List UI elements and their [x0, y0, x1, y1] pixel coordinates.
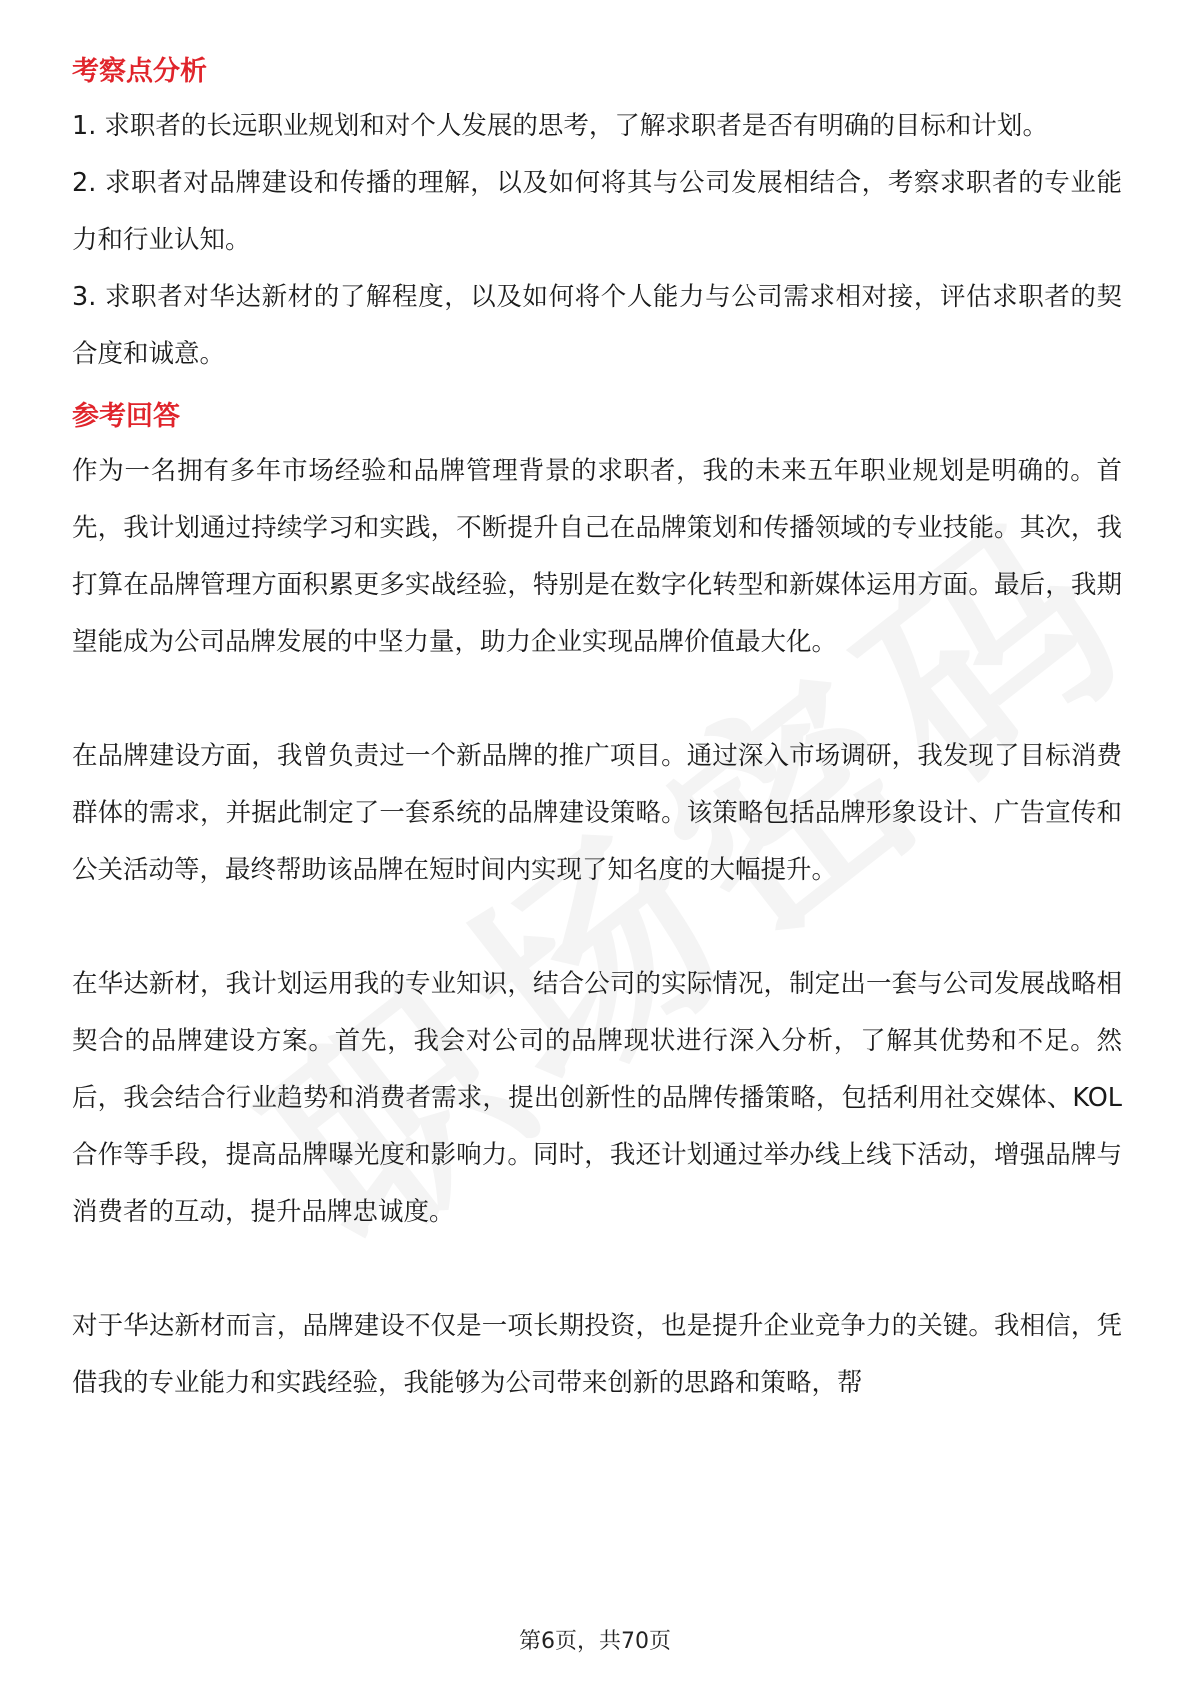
- analysis-item-3: 3. 求职者对华达新材的了解程度，以及如何将个人能力与公司需求相对接，评估求职者的契合度和诚意。: [72, 282, 1122, 369]
- answer-paragraph-2: 在品牌建设方面，我曾负责过一个新品牌的推广项目。通过深入市场调研，我发现了目标消费群体的需求，并据此制定了一套系统的品牌建设策略。该策略包括品牌形象设计、广告宣传和公关活动等，最终帮助该品牌在短时间内实现了知名度的大幅提升。: [72, 741, 1122, 885]
- answer-paragraph-4: 对于华达新材而言，品牌建设不仅是一项长期投资，也是提升企业竞争力的关键。我相信，凭借我的专业能力和实践经验，我能够为公司带来创新的思路和策略，帮: [72, 1311, 1122, 1398]
- page-content: [72, 46, 1122, 1412]
- analysis-title: 考察点分析: [72, 56, 207, 87]
- analysis-item-2: 2. 求职者对品牌建设和传播的理解，以及如何将其与公司发展相结合，考察求职者的专业能力和行业认知。: [72, 168, 1122, 255]
- page-number: 第6页，共70页: [519, 1629, 671, 1654]
- analysis-item-1: 1. 求职者的长远职业规划和对个人发展的思考，了解求职者是否有明确的目标和计划。: [72, 111, 1048, 141]
- answer-title: 参考回答: [72, 401, 180, 432]
- answer-paragraph-1: 作为一名拥有多年市场经验和品牌管理背景的求职者，我的未来五年职业规划是明确的。首先，我计划通过持续学习和实践，不断提升自己在品牌策划和传播领域的专业技能。其次，我打算在品牌管理方面积累更多实战经验，特别是在数字化转型和新媒体运用方面。最后，我期望能成为公司品牌发展的中坚力量，助力企业实现品牌价值最大化。: [72, 456, 1122, 657]
- answer-paragraph-3: 在华达新材，我计划运用我的专业知识，结合公司的实际情况，制定出一套与公司发展战略相契合的品牌建设方案。首先，我会对公司的品牌现状进行深入分析，了解其优势和不足。然后，我会结合行业趋势和消费者需求，提出创新性的品牌传播策略，包括利用社交媒体、KOL合作等手段，提高品牌曝光度和影响力。同时，我还计划通过举办线上线下活动，增强品牌与消费者的互动，提升品牌忠诚度。: [72, 969, 1122, 1227]
